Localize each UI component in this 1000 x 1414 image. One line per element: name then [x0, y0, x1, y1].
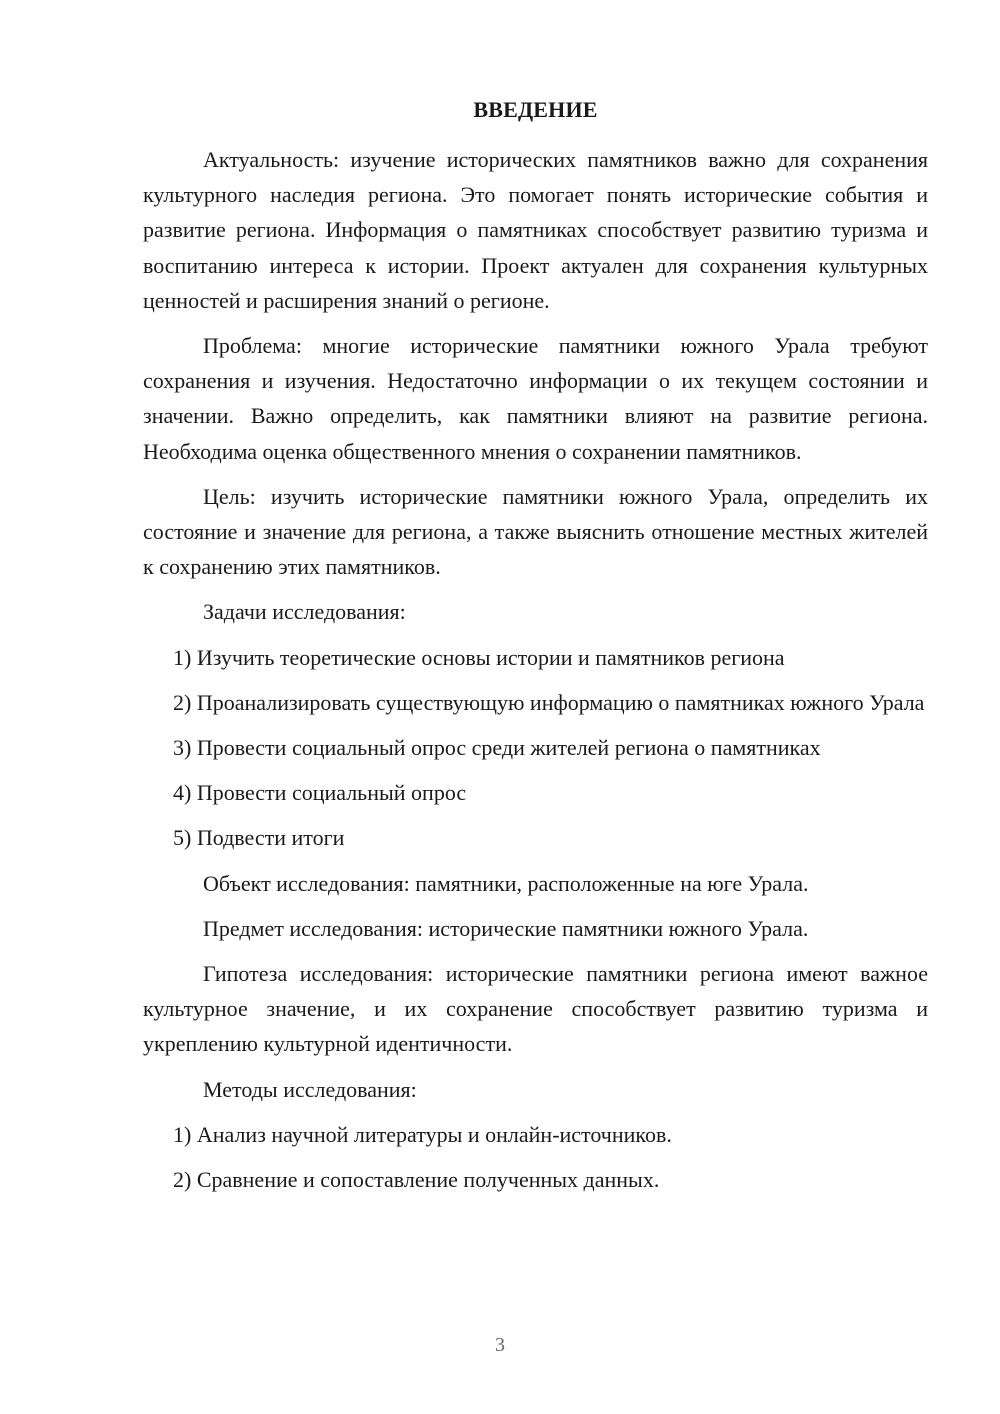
methods-heading: Методы исследования:	[203, 1076, 417, 1102]
task-item-5: 5) Подвести итоги	[173, 825, 345, 851]
tasks-heading: Задачи исследования:	[203, 599, 406, 625]
object-paragraph: Объект исследования: памятники, расположенные на юге Урала.	[203, 870, 809, 896]
method-item-1: 1) Анализ научной литературы и онлайн-источников.	[173, 1121, 672, 1147]
subject-paragraph: Предмет исследования: исторические памятники южного Урала.	[203, 915, 809, 941]
method-item-2: 2) Сравнение и сопоставление полученных данных.	[173, 1167, 660, 1193]
task-item-1: 1) Изучить теоретические основы истории и памятников региона	[173, 644, 785, 670]
page-title: ВВЕДЕНИЕ	[473, 97, 598, 122]
page-number: 3	[495, 1334, 505, 1356]
problem-paragraph: Проблема: многие исторические памятники южного Урала требуют сохранения и изучения. Недостаточно информации о их текущем состоянии и значении. Важно определить, как памятники влияют на развитие региона. Необходима оценка общественного мнения о сохранении памятников.	[143, 333, 928, 464]
hypothesis-paragraph: Гипотеза исследования: исторические памятники региона имеют важное культурное значение, и их сохранение способствует развитию туризма и укреплению культурной идентичности.	[143, 961, 928, 1057]
task-item-4: 4) Провести социальный опрос	[173, 780, 467, 806]
document-page	[143, 96, 928, 1207]
task-item-3: 3) Провести социальный опрос среди жителей региона о памятниках	[173, 735, 821, 761]
task-item-2: 2) Проанализировать существующую информацию о памятниках южного Урала	[173, 689, 925, 715]
relevance-paragraph: Актуальность: изучение исторических памятников важно для сохранения культурного наследия региона. Это помогает понять исторические события и развитие региона. Информация о памятниках способствует развитию туризма и воспитанию интереса к истории. Проект актуален для сохранения культурных ценностей и расширения знаний о регионе.	[143, 147, 928, 313]
goal-paragraph: Цель: изучить исторические памятники южного Урала, определить их состояние и значение для региона, а также выяснить отношение местных жителей к сохранению этих памятников.	[143, 483, 928, 580]
